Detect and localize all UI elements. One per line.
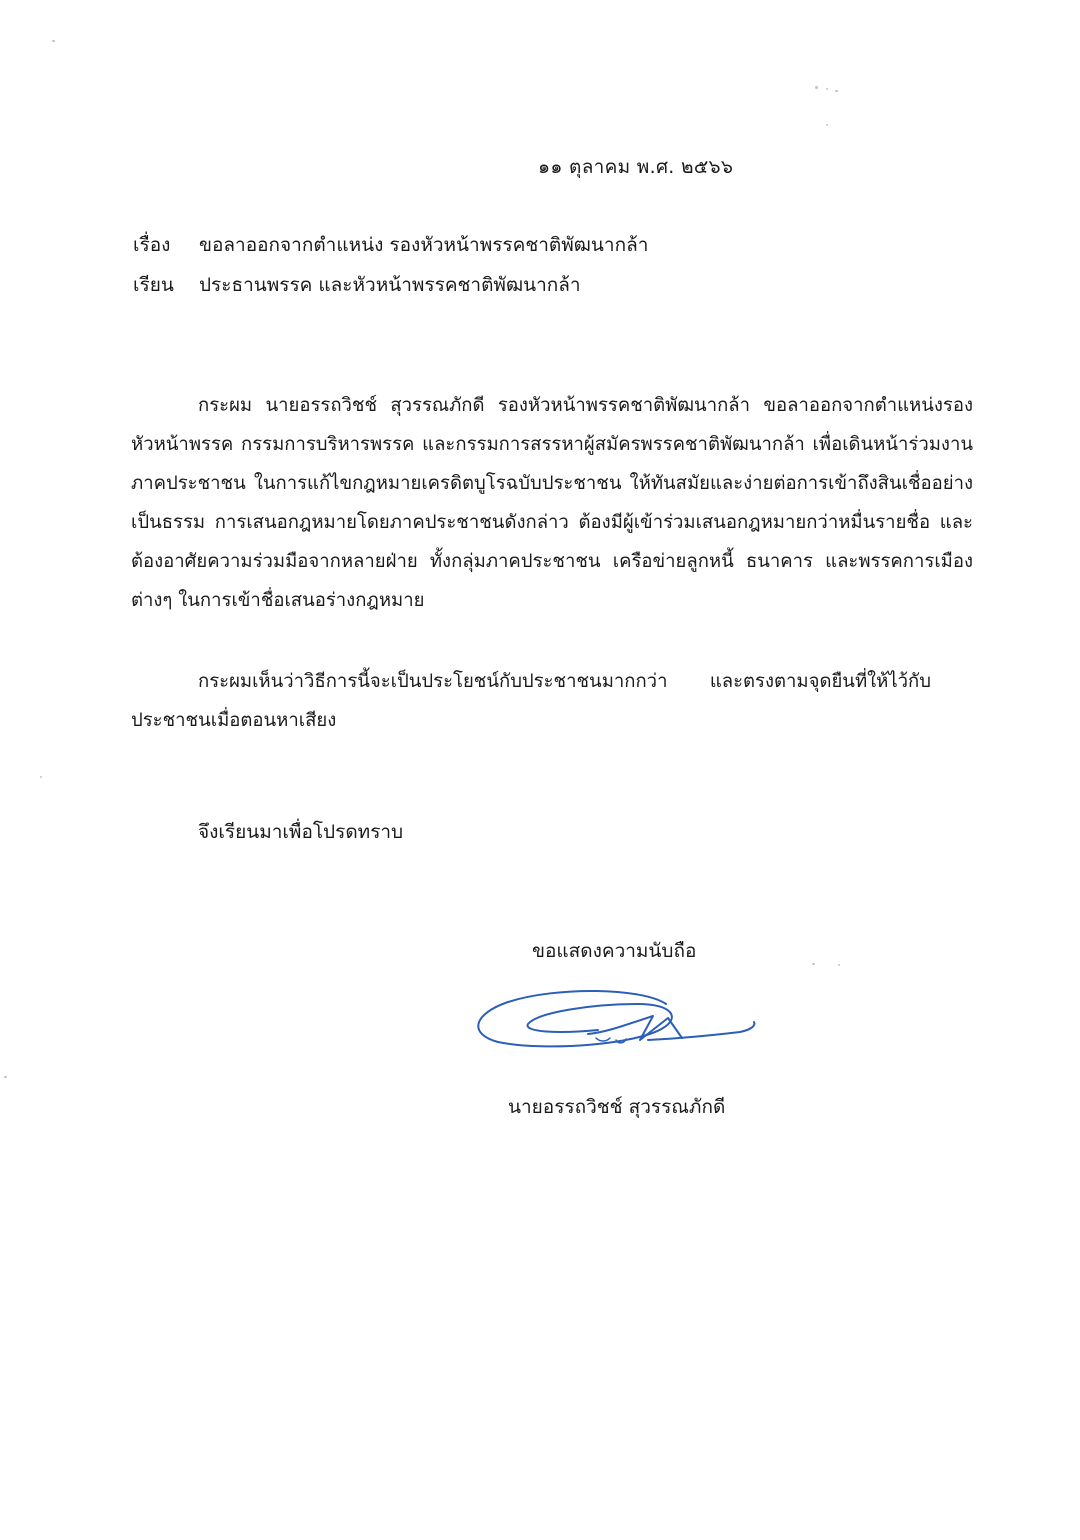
recipient-text: ประธานพรรค และหัวหน้าพรรคชาติพัฒนากล้า: [199, 274, 581, 296]
scan-speck: [812, 963, 815, 965]
scan-speck: [52, 40, 55, 42]
scan-speck: [826, 124, 828, 126]
letter-date: ๑๑ ตุลาคม พ.ศ. ๒๕๖๖: [538, 156, 734, 178]
scan-speck: [838, 964, 840, 966]
body-paragraph-1: กระผม นายอรรถวิชช์ สุวรรณภักดี รองหัวหน้าพรรคชาติพัฒนากล้า ขอลาออกจากตำแหน่งรองหัวหน้าพรรค กรรมการบริหารพรรค และกรรมการสรรหาผู้สมัครพรรคชาติพัฒนากล้า เพื่อเดินหน้าร่วมงานภาคประชาชน ในการแก้ไขกฎหมายเครดิตบูโรฉบับประชาชน ให้ทันสมัยและง่ายต่อการเข้าถึงสินเชื่ออย่างเป็นธรรม การเสนอกฎหมายโดยภาคประชาชนดังกล่าว ต้องมีผู้เข้าร่วมเสนอกฎหมายกว่าหมื่นรายชื่อ และต้องอาศัยความร่วมมือจากหลายฝ่าย ทั้งกลุ่มภาคประชาชน เครือข่ายลูกหนี้ ธนาคาร และพรรคการเมืองต่างๆ ในการเข้าชื่อเสนอร่างกฎหมาย: [131, 395, 973, 611]
handwritten-signature: [468, 982, 768, 1062]
recipient-label: เรียน: [133, 274, 174, 296]
closing-line: จึงเรียนมาเพื่อโปรดทราบ: [198, 821, 404, 843]
scan-speck: [4, 1076, 7, 1078]
scan-speck: [835, 90, 838, 92]
recipient-row: [133, 270, 581, 300]
regards-line: ขอแสดงความนับถือ: [532, 940, 697, 962]
subject-row: [133, 230, 648, 260]
signer-name: นายอรรถวิชช์ สุวรรณภักดี: [508, 1096, 726, 1118]
scan-speck: [40, 776, 42, 778]
scan-speck: [815, 86, 818, 89]
body-paragraph-2: กระผมเห็นว่าวิธีการนี้จะเป็นประโยชน์กับประชาชนมากกว่า และตรงตามจุดยืนที่ให้ไว้กับประชาชนเมื่อตอนหาเสียง: [131, 671, 931, 731]
subject-text: ขอลาออกจากตำแหน่ง รองหัวหน้าพรรคชาติพัฒนากล้า: [199, 234, 649, 256]
subject-label: เรื่อง: [133, 234, 171, 256]
scan-speck: [826, 88, 828, 90]
